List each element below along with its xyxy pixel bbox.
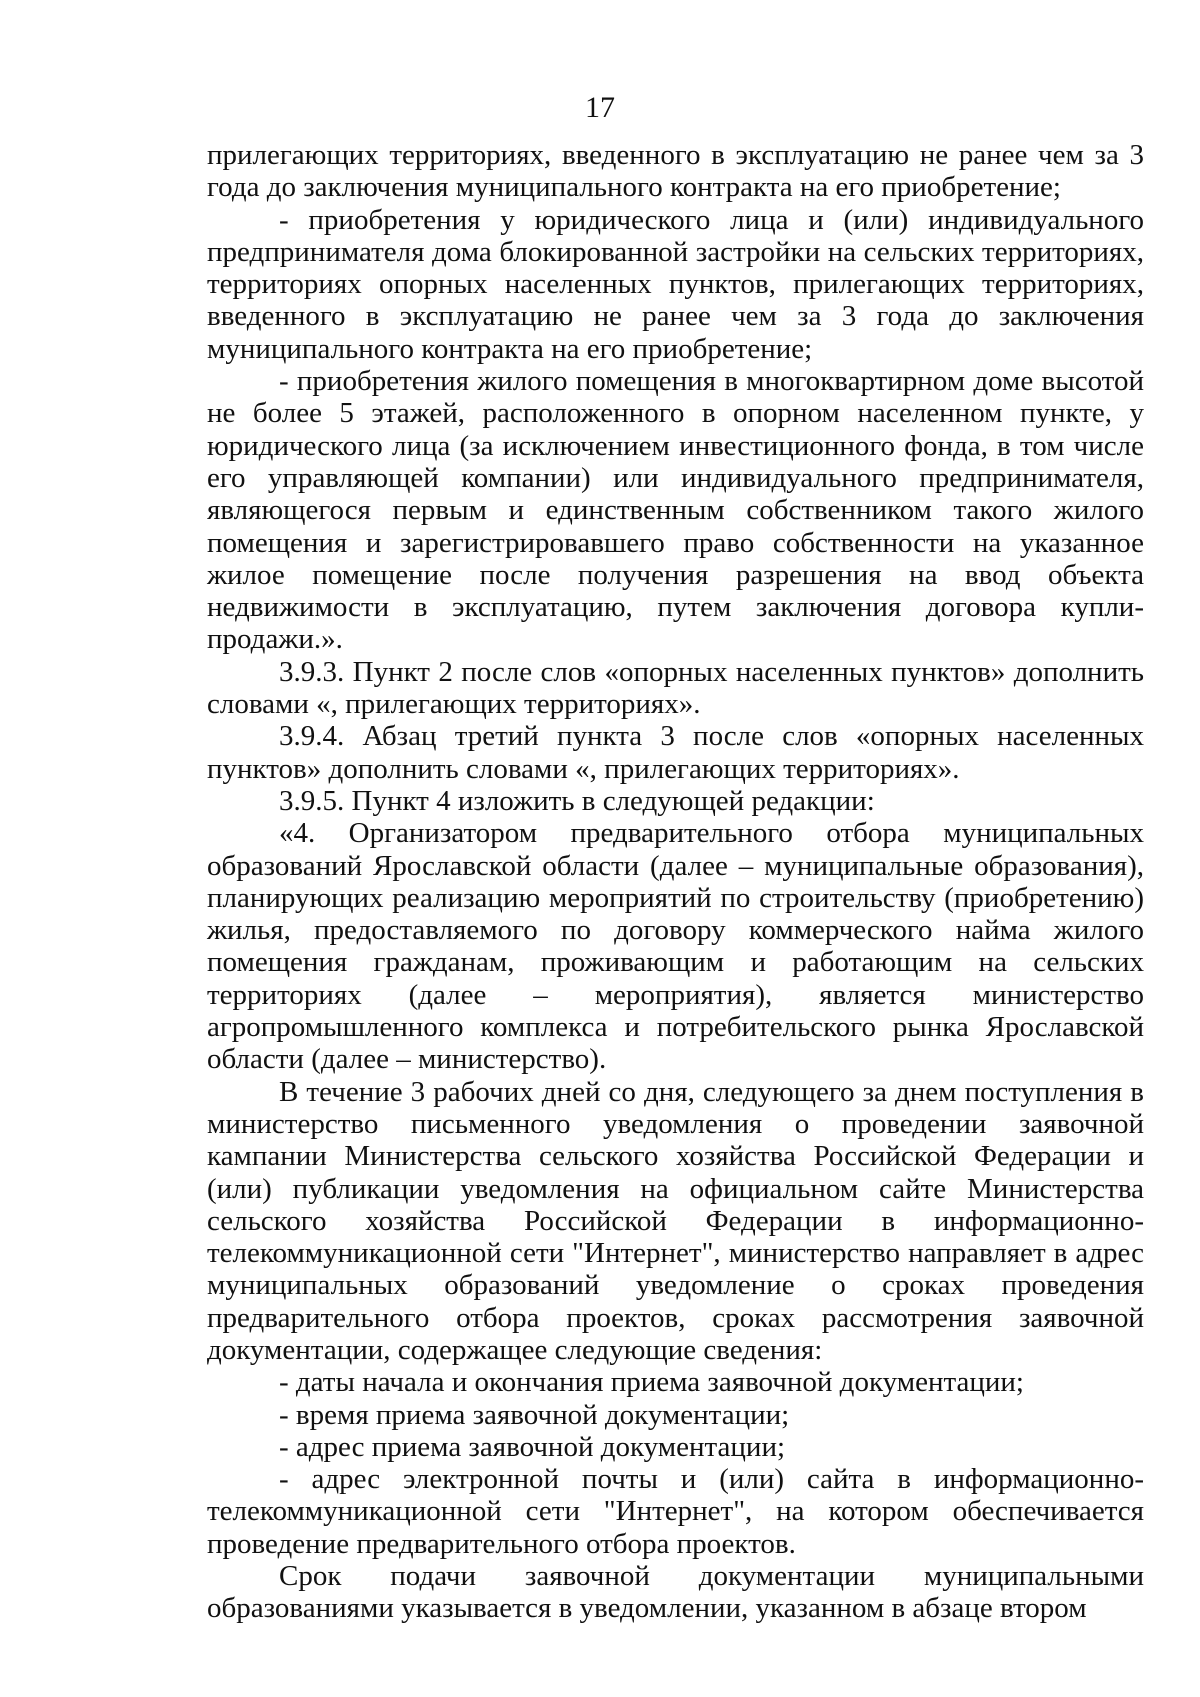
paragraph-house-purchase: - приобретения у юридического лица и (или) индивидуального предпринимателя дома блокированной застройки на сельских территориях, территориях опорных населенных пунктов, прилегающих территориях, введенного в эксплуатацию не ранее чем за 3 года до заключения муниципального контракта на его приобретение;: [207, 203, 1144, 365]
paragraph-3-9-3: 3.9.3. Пункт 2 после слов «опорных населенных пунктов» дополнить словами «, прилегающих территориях».: [207, 655, 1144, 721]
list-item-email-site: - адрес электронной почты и (или) сайта в информационно-телекоммуникационной сети "Интернет", на котором обеспечивается проведение предварительного отбора проектов.: [207, 1463, 1144, 1560]
paragraph-deadline: Срок подачи заявочной документации муниципальными образованиями указывается в уведомлении, указанном в абзаце втором: [207, 1560, 1144, 1625]
paragraph-continuation: прилегающих территориях, введенного в эксплуатацию не ранее чем за 3 года до заключения муниципального контракта на его приобретение;: [207, 139, 1144, 204]
list-item-address: - адрес приема заявочной документации;: [279, 1430, 786, 1463]
page-number: 17: [585, 91, 615, 124]
paragraph-notification: В течение 3 рабочих дней со дня, следующего за днем поступления в министерство письменного уведомления о проведении заявочной кампании Министерства сельского хозяйства Российской Федерации и (или) публикации уведомления на официальном сайте Министерства сельского хозяйства Российской Федерации в информационно-телекоммуникационной сети "Интернет", министерство направляет в адрес муниципальных образований уведомление о сроках проведения предварительного отбора проектов, сроках рассмотрения заявочной документации, содержащее следующие сведения:: [207, 1075, 1144, 1366]
paragraph-item-4: «4. Организатором предварительного отбора муниципальных образований Ярославской области (далее – муниципальные образования), планирующих реализацию мероприятий по строительству (приобретению) жилья, предоставляемого по договору коммерческого найма жилого помещения гражданам, проживающим и работающим на сельских территориях (далее – мероприятия), является министерство агропромышленного комплекса и потребительского рынка Ярославской области (далее – министерство).: [207, 817, 1144, 1076]
paragraph-3-9-5: 3.9.5. Пункт 4 изложить в следующей редакции:: [279, 784, 875, 817]
list-item-time: - время приема заявочной документации;: [279, 1398, 790, 1431]
paragraph-apartment-purchase: - приобретения жилого помещения в многоквартирном доме высотой не более 5 этажей, расположенного в опорном населенном пункте, у юридического лица (за исключением инвестиционного фонда, в том числе его управляющей компании) или индивидуального предпринимателя, являющегося первым и единственным собственником такого жилого помещения и зарегистрировавшего право собственности на указанное жилое помещение после получения разрешения на ввод объекта недвижимости в эксплуатацию, путем заключения договора купли-продажи.».: [207, 365, 1144, 656]
document-body: [207, 139, 1144, 1625]
paragraph-3-9-4: 3.9.4. Абзац третий пункта 3 после слов «опорных населенных пунктов» дополнить словами «, прилегающих территориях».: [207, 720, 1144, 785]
list-item-dates: - даты начала и окончания приема заявочной документации;: [279, 1366, 1024, 1399]
